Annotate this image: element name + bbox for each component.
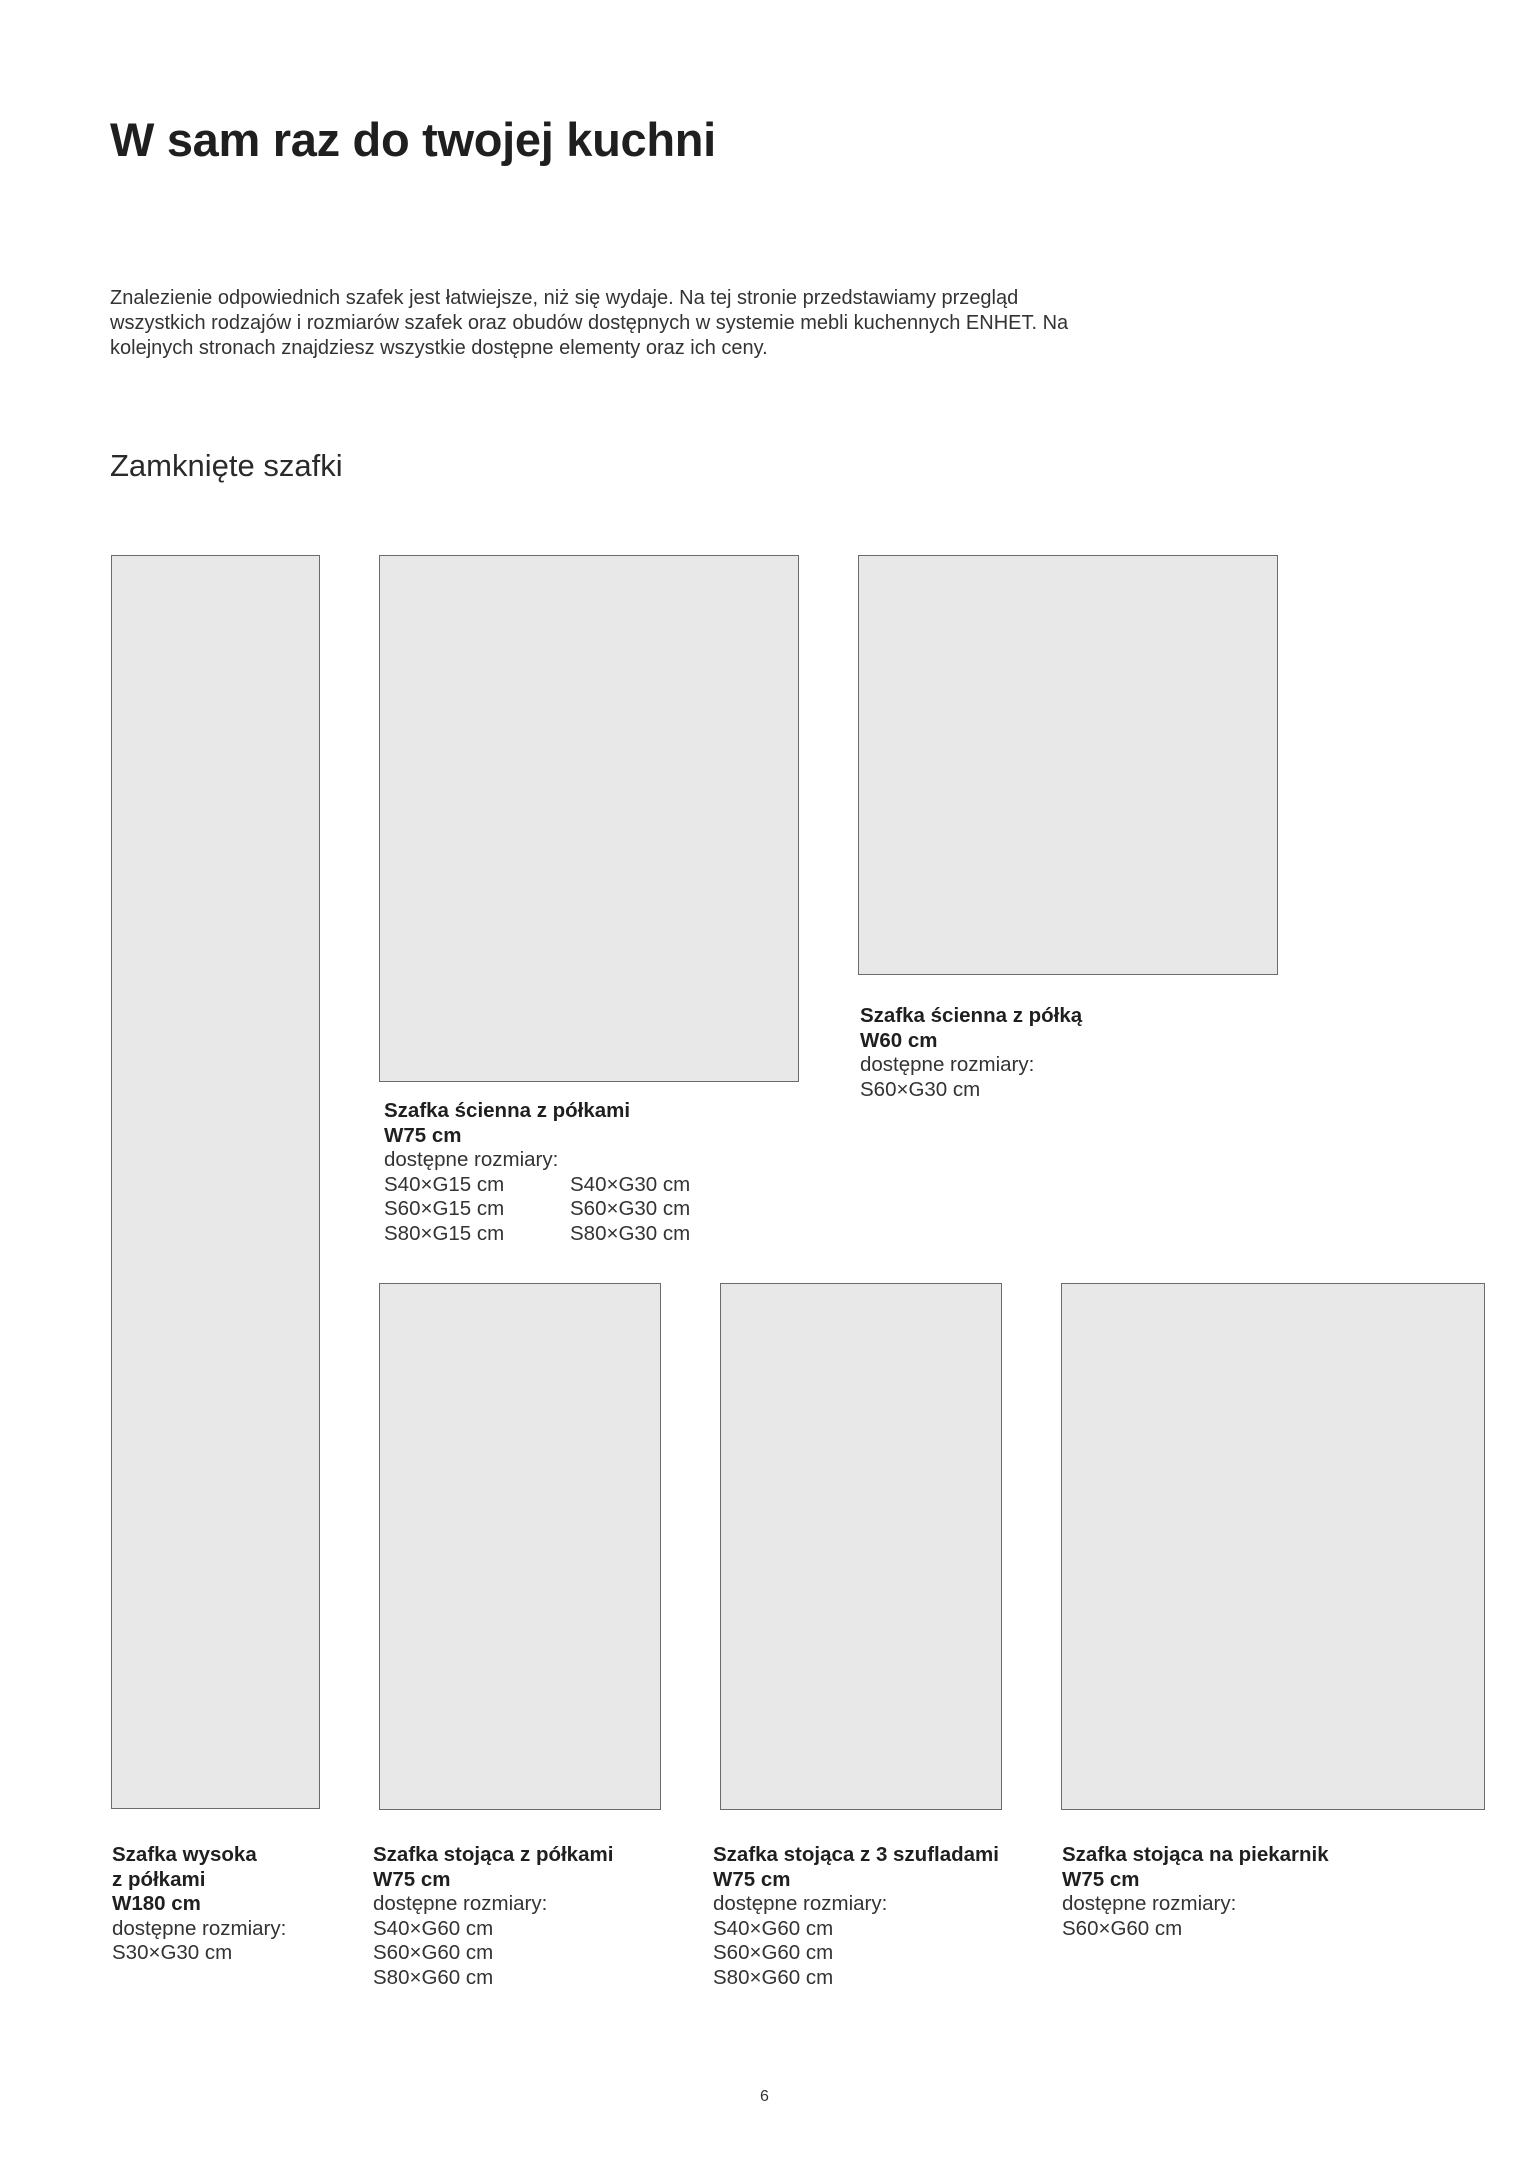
cabinet-size: S60×G30 cm bbox=[570, 1197, 691, 1220]
cabinet-height: W75 cm bbox=[713, 1867, 791, 1891]
cabinet-name: Szafka ścienna z półką bbox=[860, 1004, 1083, 1027]
cabinet-size: S80×G15 cm bbox=[384, 1221, 505, 1245]
cabinet-size: S80×G60 cm bbox=[713, 1965, 834, 1989]
tall-cabinet-image bbox=[111, 555, 320, 1809]
cabinet-size: S60×G30 cm bbox=[860, 1077, 981, 1101]
available-sizes-label: dostępne rozmiary: bbox=[713, 1892, 888, 1915]
wall-cabinet-shelf-image bbox=[858, 555, 1278, 975]
page-title: W sam raz do twojej kuchni bbox=[110, 113, 716, 166]
cabinet-size: S80×G30 cm bbox=[570, 1221, 691, 1245]
cabinet-size: S40×G15 cm bbox=[384, 1172, 505, 1196]
cabinet-size: S60×G60 cm bbox=[713, 1941, 834, 1964]
base-cabinet-shelves-label bbox=[373, 1843, 613, 1990]
cabinet-name: Szafka wysoka bbox=[112, 1843, 257, 1866]
cabinet-height: W75 cm bbox=[384, 1123, 462, 1147]
page-number: 6 bbox=[760, 2088, 769, 2105]
intro-paragraph: Znalezienie odpowiednich szafek jest łatwiejsze, niż się wydaje. Na tej stronie przedstawiamy przegląd wszystkich rodzajów i rozmiarów szafek oraz obudów dostępnych w systemie mebli kuchennych ENHET. Na kolejnych stronach znajdziesz wszystkie dostępne elementy oraz ich ceny. bbox=[110, 287, 1069, 359]
available-sizes-label: dostępne rozmiary: bbox=[1062, 1892, 1237, 1915]
cabinet-height: W75 cm bbox=[1062, 1867, 1140, 1891]
cabinet-height: W180 cm bbox=[112, 1892, 201, 1915]
cabinet-height: W60 cm bbox=[860, 1028, 938, 1052]
base-cabinet-shelves-image bbox=[379, 1283, 661, 1810]
section-title: Zamknięte szafki bbox=[110, 448, 343, 483]
tall-cabinet-label bbox=[112, 1843, 286, 1966]
oven-cabinet-label bbox=[1062, 1843, 1329, 1941]
cabinet-name: Szafka stojąca na piekarnik bbox=[1062, 1843, 1329, 1866]
cabinet-size: S40×G60 cm bbox=[373, 1916, 494, 1940]
wall-cabinet-shelves-image bbox=[379, 555, 799, 1082]
available-sizes-label: dostępne rozmiary: bbox=[373, 1892, 548, 1915]
cabinet-name: Szafka stojąca z półkami bbox=[373, 1843, 614, 1866]
wall-cabinet-shelves-label bbox=[384, 1099, 756, 1246]
cabinet-size: S40×G60 cm bbox=[713, 1916, 834, 1940]
wall-cabinet-shelf-label bbox=[860, 1004, 1082, 1102]
cabinet-name-line2: z półkami bbox=[112, 1867, 206, 1891]
cabinet-height: W75 cm bbox=[373, 1867, 451, 1891]
available-sizes-label: dostępne rozmiary: bbox=[384, 1148, 559, 1171]
available-sizes-label: dostępne rozmiary: bbox=[860, 1053, 1035, 1076]
available-sizes-label: dostępne rozmiary: bbox=[112, 1916, 287, 1940]
cabinet-size: S60×G60 cm bbox=[1062, 1916, 1183, 1940]
cabinet-name: Szafka ścienna z półkami bbox=[384, 1099, 631, 1122]
cabinet-size: S40×G30 cm bbox=[570, 1172, 691, 1196]
cabinet-size: S30×G30 cm bbox=[112, 1941, 233, 1964]
cabinet-size: S80×G60 cm bbox=[373, 1965, 494, 1989]
base-cabinet-drawers-image bbox=[720, 1283, 1002, 1810]
oven-cabinet-image bbox=[1061, 1283, 1485, 1810]
cabinet-size: S60×G15 cm bbox=[384, 1197, 505, 1220]
cabinet-size: S60×G60 cm bbox=[373, 1941, 494, 1964]
base-cabinet-drawers-label bbox=[713, 1843, 999, 1990]
cabinet-name: Szafka stojąca z 3 szufladami bbox=[713, 1843, 999, 1866]
